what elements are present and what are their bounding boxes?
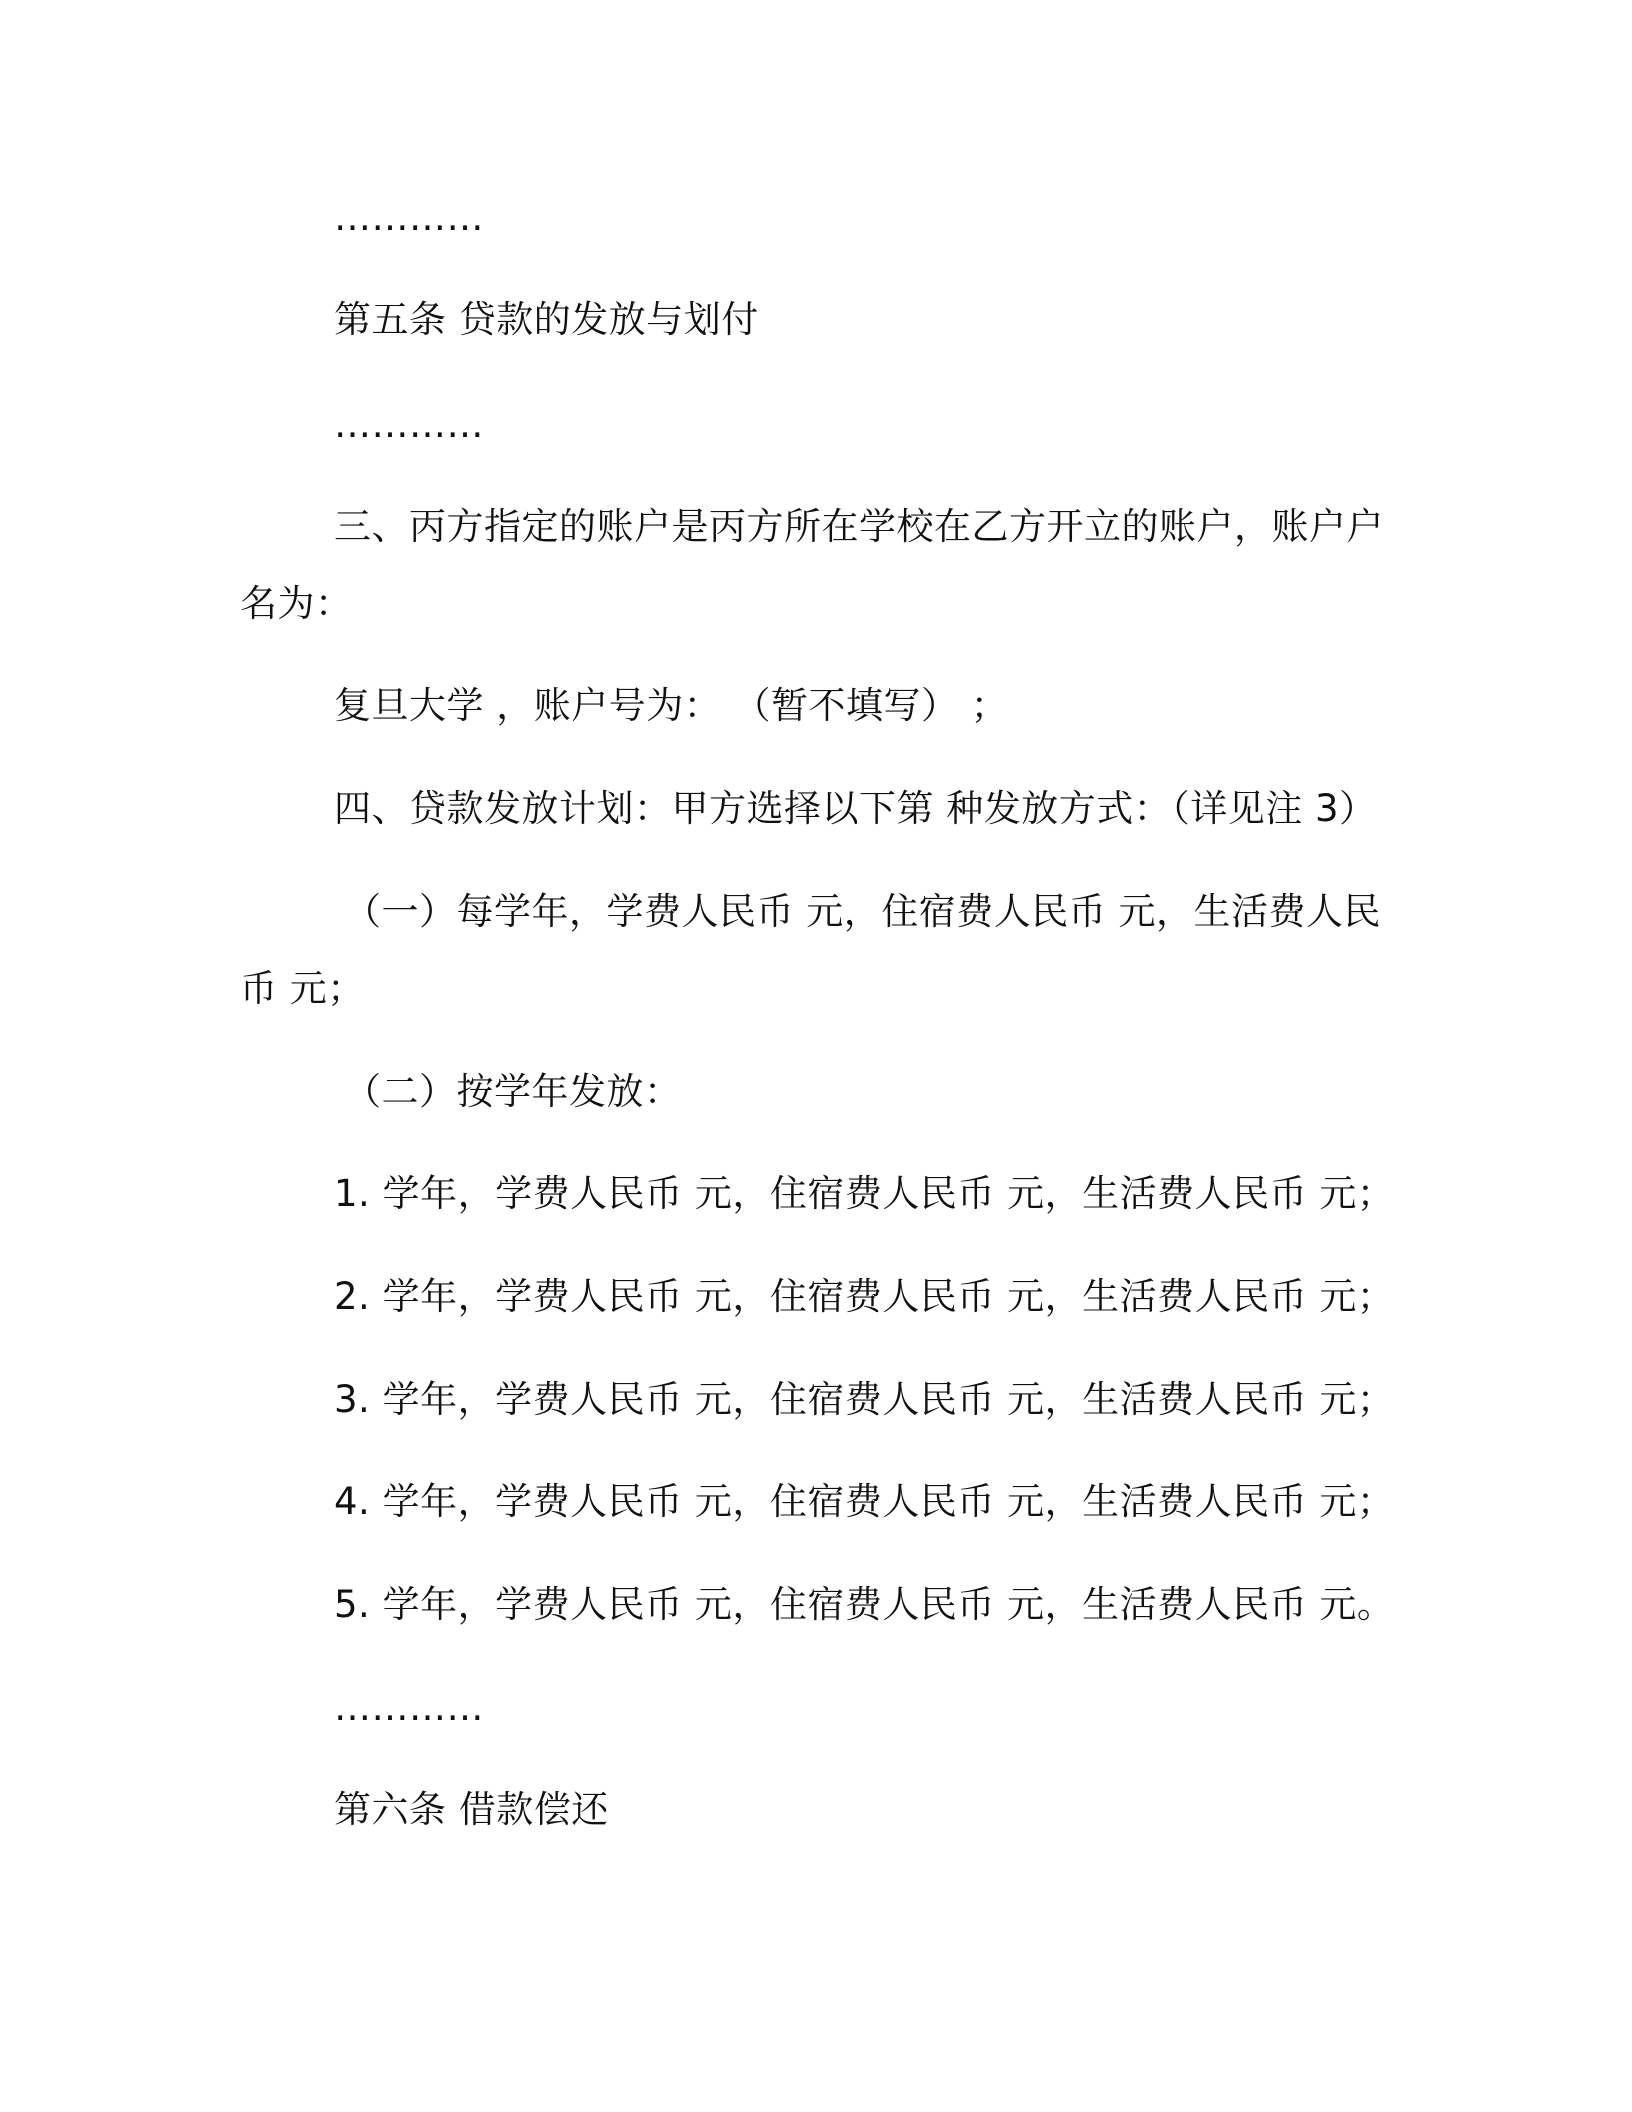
year-line-1: 1. 学年，学费人民币 元，住宿费人民币 元，生活费人民币 元； — [334, 1172, 1395, 1215]
ellipsis-1: ………… — [334, 196, 484, 239]
year-line-3: 3. 学年，学费人民币 元，住宿费人民币 元，生活费人民币 元； — [334, 1378, 1395, 1421]
year-line-2: 2. 学年，学费人民币 元，住宿费人民币 元，生活费人民币 元； — [334, 1275, 1395, 1318]
year-line-4: 4. 学年，学费人民币 元，住宿费人民币 元，生活费人民币 元； — [334, 1480, 1395, 1523]
year-line-5: 5. 学年，学费人民币 元，住宿费人民币 元，生活费人民币 元。 — [334, 1583, 1395, 1626]
clause3-line2: 名为： — [240, 582, 353, 625]
ellipsis-3: ………… — [334, 1686, 484, 1729]
option1-line1: （一）每学年，学费人民币 元，住宿费人民币 元，生活费人民 — [344, 890, 1382, 933]
option1-line2: 币 元； — [240, 967, 365, 1010]
clause3-line3: 复旦大学 ，账户号为： （暂不填写） ； — [334, 684, 1009, 727]
article6-heading: 第六条 借款偿还 — [334, 1788, 609, 1831]
clause3-line1: 三、丙方指定的账户是丙方所在学校在乙方开立的账户，账户户 — [334, 505, 1384, 548]
clause4: 四、贷款发放计划：甲方选择以下第 种发放方式：（详见注 3） — [334, 787, 1377, 830]
option2-heading: （二）按学年发放： — [344, 1070, 682, 1113]
ellipsis-2: ………… — [334, 403, 484, 446]
article5-heading: 第五条 贷款的发放与划付 — [334, 298, 759, 341]
